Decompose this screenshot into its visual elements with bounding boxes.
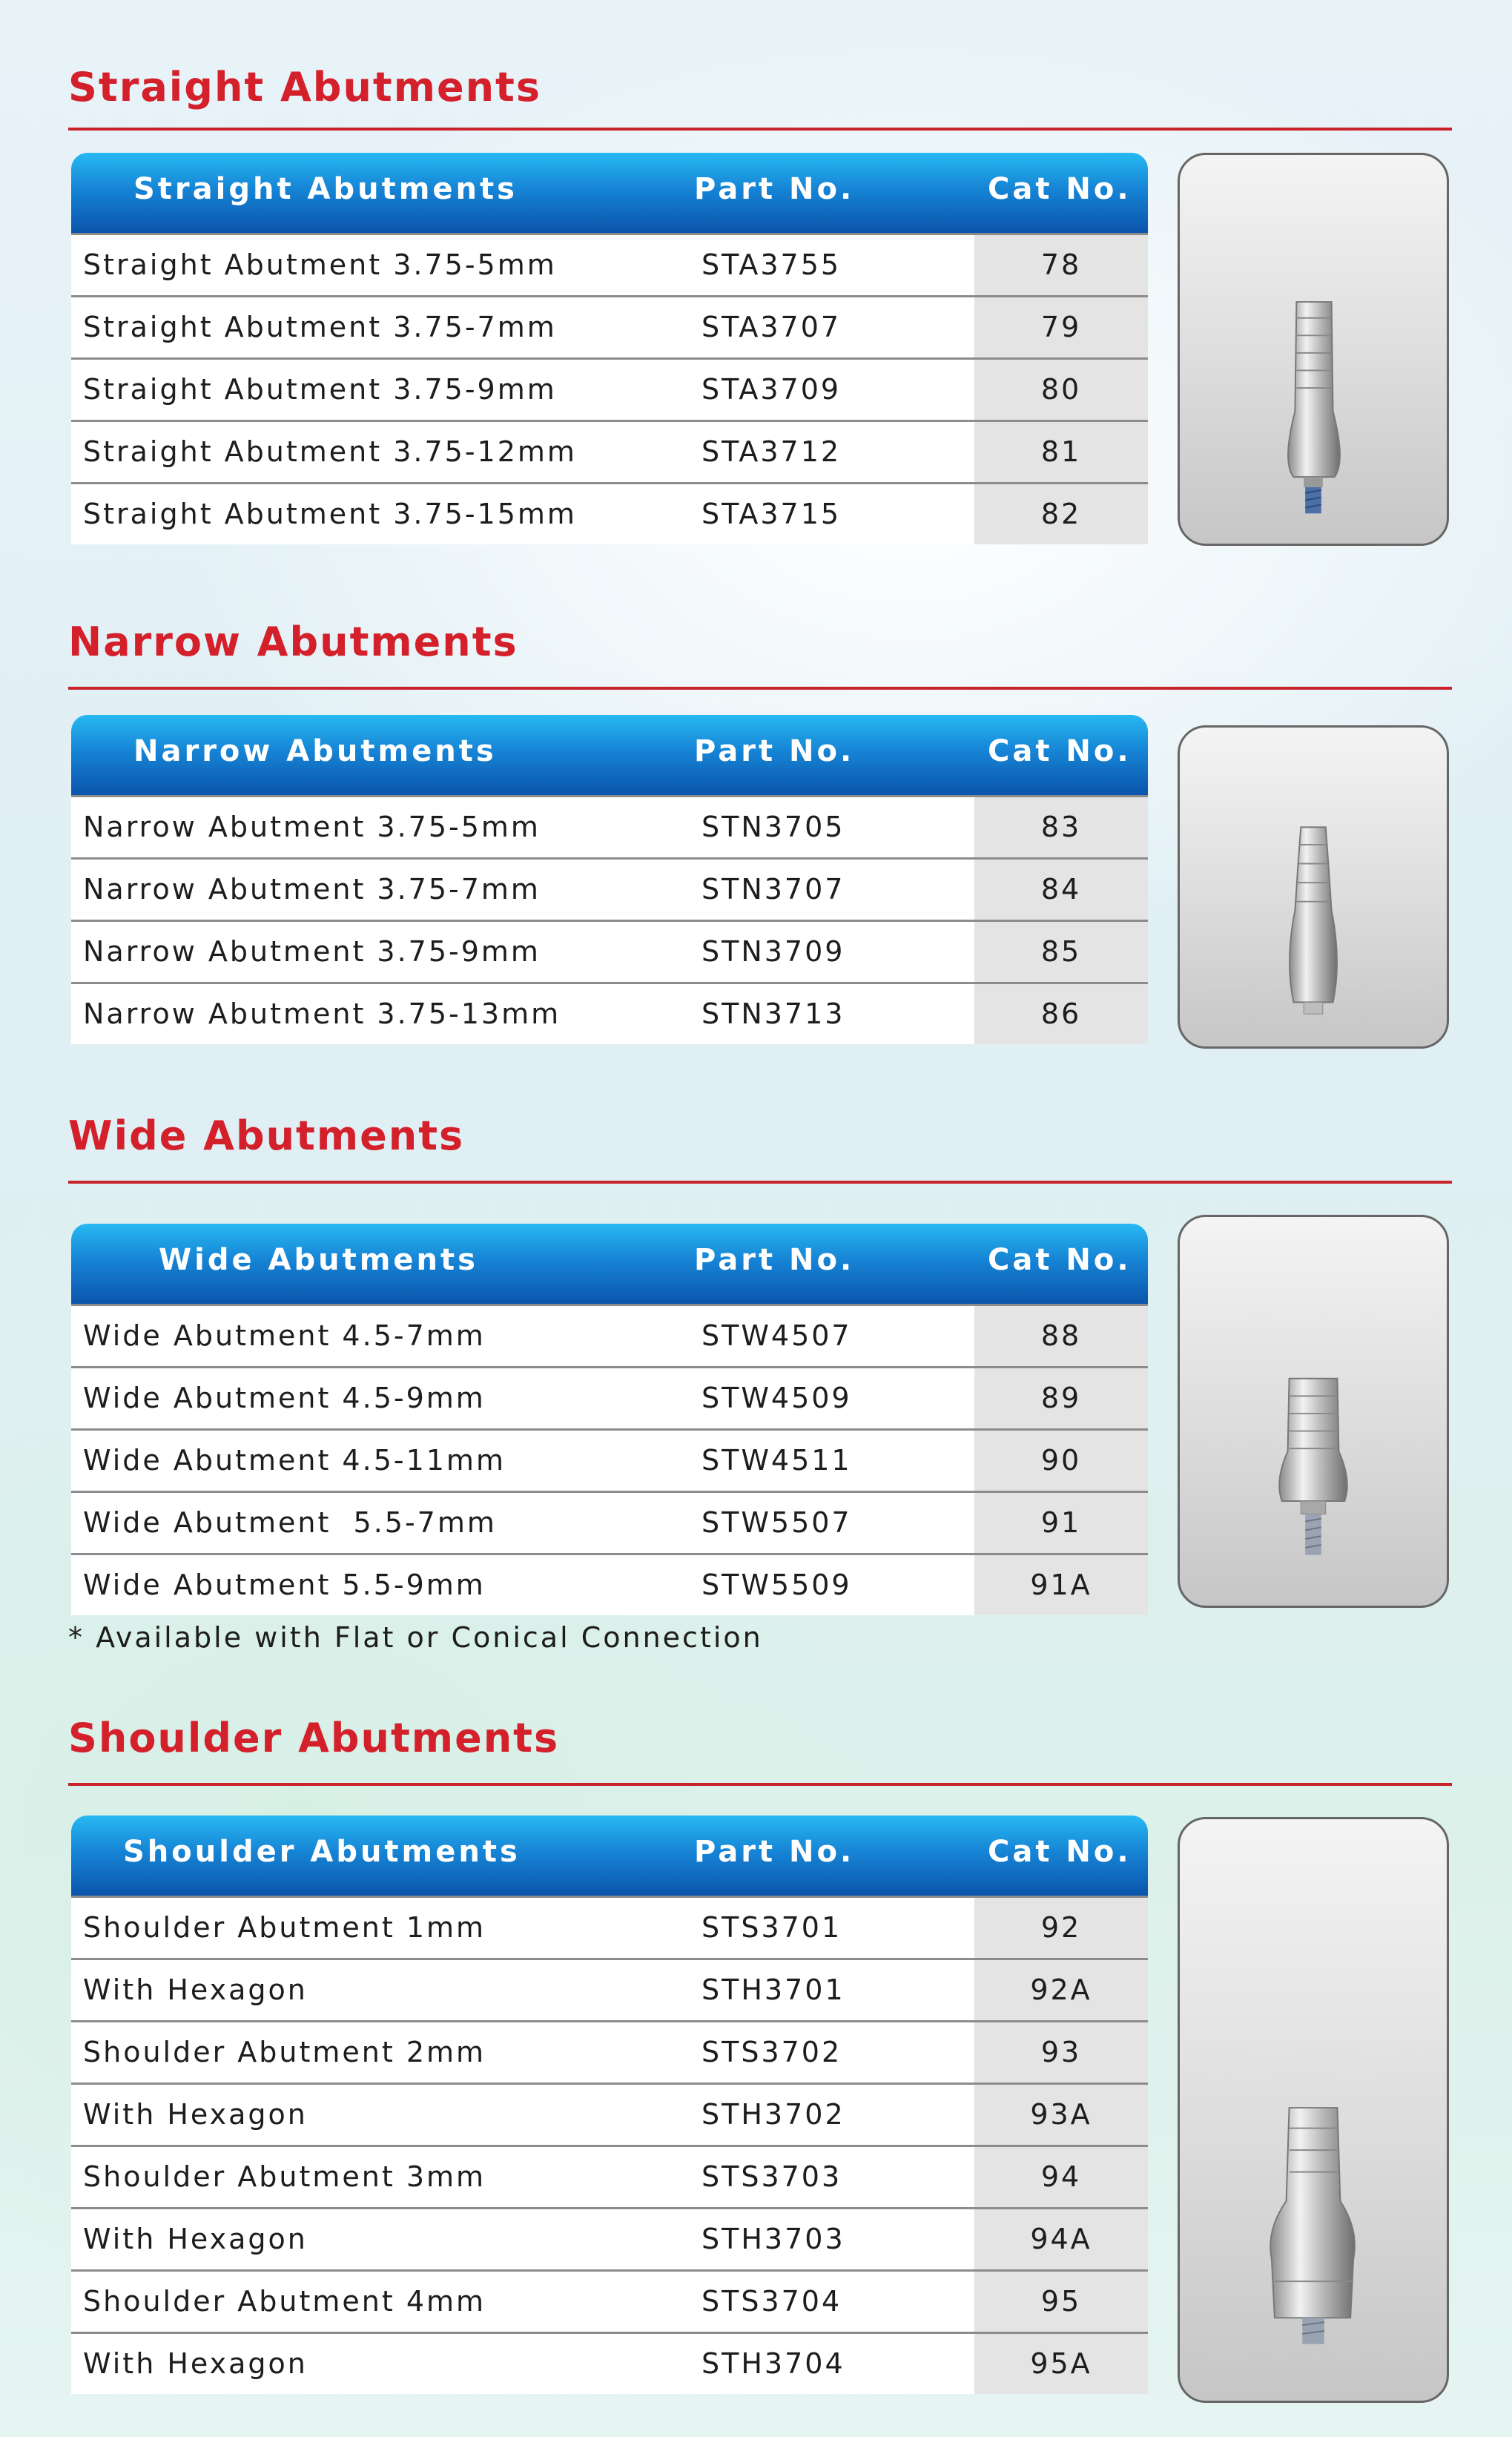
table-row: [71, 1428, 1148, 1491]
row-name: Shoulder Abutment 4mm: [83, 2285, 486, 2318]
table-row: [71, 1896, 1148, 1958]
header-part-no: Part No.: [694, 172, 855, 206]
product-table: [71, 1816, 1148, 2394]
row-part-no: STN3707: [701, 873, 845, 906]
section-divider: [68, 687, 1452, 690]
row-name: Shoulder Abutment 2mm: [83, 2036, 486, 2068]
row-part-no: STH3701: [701, 1973, 845, 2006]
straight-abutment-icon: [1180, 155, 1447, 544]
row-cat-no: 78: [1040, 248, 1082, 281]
row-cat-no: 93: [1040, 2036, 1082, 2068]
row-cat-no: 94A: [1030, 2223, 1092, 2255]
table-header: [71, 1816, 1148, 1896]
section-divider: [68, 1181, 1452, 1184]
header-cat-no: Cat No.: [988, 1243, 1132, 1277]
product-photo: [1178, 725, 1449, 1049]
table-row: [71, 2269, 1148, 2332]
product-table: [71, 153, 1148, 544]
row-cat-no: 94: [1040, 2160, 1082, 2193]
table-header: [71, 153, 1148, 233]
row-part-no: STW4509: [701, 1382, 852, 1414]
row-part-no: STW4507: [701, 1319, 852, 1352]
row-name: With Hexagon: [83, 2098, 308, 2131]
table-row: [71, 982, 1148, 1044]
row-cat-no: 88: [1040, 1319, 1082, 1352]
row-part-no: STA3707: [701, 311, 842, 343]
table-row: [71, 482, 1148, 544]
row-cat-no: 93A: [1030, 2098, 1092, 2131]
row-part-no: STA3712: [701, 435, 842, 468]
row-name: With Hexagon: [83, 1973, 308, 2006]
row-part-no: STN3713: [701, 997, 845, 1030]
product-photo: [1178, 1817, 1449, 2403]
row-part-no: STS3701: [701, 1911, 842, 1944]
row-part-no: STN3709: [701, 935, 845, 968]
table-row: [71, 1366, 1148, 1428]
row-part-no: STS3704: [701, 2285, 842, 2318]
table-row: [71, 795, 1148, 857]
table-row: [71, 1491, 1148, 1553]
row-name: Wide Abutment 4.5-11mm: [83, 1444, 506, 1477]
row-name: Narrow Abutment 3.75-13mm: [83, 997, 561, 1030]
row-name: Straight Abutment 3.75-15mm: [83, 498, 577, 530]
row-cat-no: 89: [1040, 1382, 1082, 1414]
row-cat-no: 79: [1040, 311, 1082, 343]
row-part-no: STW5507: [701, 1506, 852, 1539]
row-part-no: STH3704: [701, 2347, 845, 2380]
row-part-no: STA3755: [701, 248, 842, 281]
table-header: [71, 715, 1148, 795]
row-cat-no: 83: [1040, 811, 1082, 843]
row-cat-no: 81: [1040, 435, 1082, 468]
row-name: Wide Abutment 5.5-7mm: [83, 1506, 497, 1539]
row-part-no: STS3703: [701, 2160, 842, 2193]
section-divider: [68, 1783, 1452, 1786]
header-part-no: Part No.: [694, 1243, 855, 1277]
row-name: Straight Abutment 3.75-5mm: [83, 248, 557, 281]
row-cat-no: 82: [1040, 498, 1082, 530]
header-name: Wide Abutments: [159, 1243, 478, 1277]
product-table: [71, 1224, 1148, 1615]
row-part-no: STA3709: [701, 373, 842, 406]
header-name: Narrow Abutments: [133, 734, 497, 768]
row-cat-no: 80: [1040, 373, 1082, 406]
section-divider: [68, 128, 1452, 131]
header-cat-no: Cat No.: [988, 1835, 1132, 1869]
section-title: Narrow Abutments: [68, 619, 518, 665]
row-part-no: STN3705: [701, 811, 845, 843]
product-photo: [1178, 153, 1449, 546]
row-cat-no: 95A: [1030, 2347, 1092, 2380]
section-title: Wide Abutments: [68, 1112, 465, 1159]
row-cat-no: 84: [1040, 873, 1082, 906]
row-cat-no: 91: [1040, 1506, 1082, 1539]
row-name: Narrow Abutment 3.75-5mm: [83, 811, 541, 843]
wide-abutment-icon: [1180, 1217, 1447, 1606]
row-name: With Hexagon: [83, 2223, 308, 2255]
row-name: Shoulder Abutment 3mm: [83, 2160, 486, 2193]
table-row: [71, 295, 1148, 357]
row-part-no: STA3715: [701, 498, 842, 530]
header-cat-no: Cat No.: [988, 734, 1132, 768]
row-part-no: STW5509: [701, 1569, 852, 1601]
table-row: [71, 2145, 1148, 2207]
table-row: [71, 2332, 1148, 2394]
table-row: [71, 233, 1148, 295]
row-part-no: STW4511: [701, 1444, 852, 1477]
availability-note: * Available with Flat or Conical Connection: [68, 1621, 763, 1654]
row-cat-no: 92A: [1030, 1973, 1092, 2006]
table-row: [71, 1553, 1148, 1615]
header-name: Shoulder Abutments: [123, 1835, 521, 1869]
header-part-no: Part No.: [694, 734, 855, 768]
row-cat-no: 90: [1040, 1444, 1082, 1477]
table-row: [71, 420, 1148, 482]
product-photo: [1178, 1215, 1449, 1608]
header-name: Straight Abutments: [133, 172, 518, 206]
row-part-no: STS3702: [701, 2036, 842, 2068]
row-cat-no: 91A: [1030, 1569, 1092, 1601]
row-cat-no: 86: [1040, 997, 1082, 1030]
row-name: Straight Abutment 3.75-7mm: [83, 311, 557, 343]
table-row: [71, 2020, 1148, 2083]
narrow-abutment-icon: [1180, 728, 1447, 1046]
table-row: [71, 857, 1148, 920]
product-table: [71, 715, 1148, 1044]
table-header: [71, 1224, 1148, 1304]
row-part-no: STH3702: [701, 2098, 845, 2131]
row-cat-no: 92: [1040, 1911, 1082, 1944]
row-name: Wide Abutment 4.5-7mm: [83, 1319, 486, 1352]
table-row: [71, 920, 1148, 982]
row-cat-no: 85: [1040, 935, 1082, 968]
table-row: [71, 357, 1148, 420]
row-name: Shoulder Abutment 1mm: [83, 1911, 486, 1944]
table-row: [71, 1958, 1148, 2020]
shoulder-abutment-icon: [1180, 1819, 1447, 2401]
row-cat-no: 95: [1040, 2285, 1082, 2318]
row-name: Straight Abutment 3.75-9mm: [83, 373, 557, 406]
section-title: Shoulder Abutments: [68, 1715, 560, 1761]
header-cat-no: Cat No.: [988, 172, 1132, 206]
table-row: [71, 2207, 1148, 2269]
row-part-no: STH3703: [701, 2223, 845, 2255]
row-name: Straight Abutment 3.75-12mm: [83, 435, 577, 468]
header-part-no: Part No.: [694, 1835, 855, 1869]
row-name: Narrow Abutment 3.75-9mm: [83, 935, 541, 968]
row-name: Wide Abutment 5.5-9mm: [83, 1569, 486, 1601]
table-row: [71, 2083, 1148, 2145]
table-row: [71, 1304, 1148, 1366]
row-name: Narrow Abutment 3.75-7mm: [83, 873, 541, 906]
row-name: Wide Abutment 4.5-9mm: [83, 1382, 486, 1414]
row-name: With Hexagon: [83, 2347, 308, 2380]
section-title: Straight Abutments: [68, 64, 541, 111]
